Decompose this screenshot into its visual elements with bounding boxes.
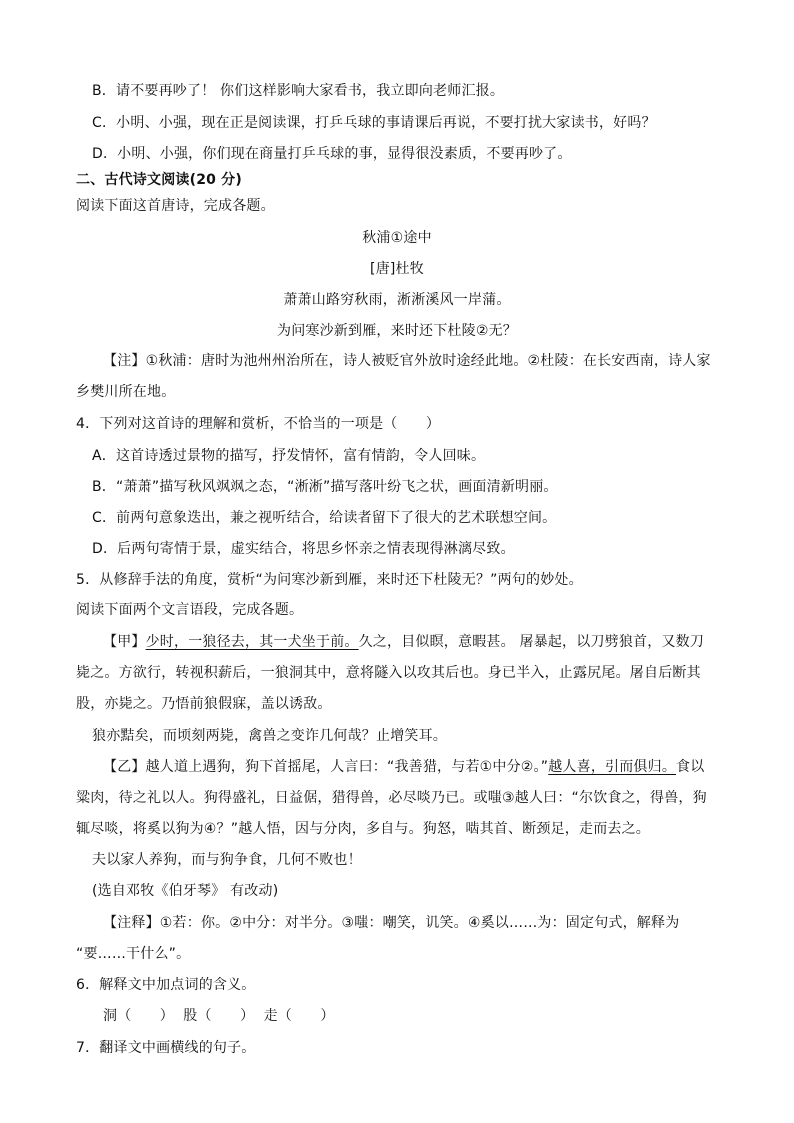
passage-jia-label: 【甲】 — [103, 634, 146, 650]
section-heading: 二、古代诗文阅读(20 分) — [76, 172, 242, 188]
passage-yi-line-2: 粱肉，待之礼以人。狗得盛礼，日益倨，猎得兽，必尽啖乃已。或嗤③越人曰：“尔饮食之，得兽，狗 — [76, 790, 707, 806]
q4-stem: 4．下列对这首诗的理解和赏析，不恰当的一项是（ ） — [76, 416, 441, 432]
q4-option-b: B．“萧萧”描写秋风飒飒之态，“淅淅”描写落叶纷飞之状，画面清新明丽。 — [92, 479, 558, 495]
q5-stem: 5．从修辞手法的角度，赏析“为问寒沙新到雁，来时还下杜陵无？”两句的妙处。 — [76, 572, 583, 588]
poem-line-1: 萧萧山路穷秋雨，淅淅溪风一岸蒲。 — [283, 292, 511, 308]
passage-yi-text-end: 食以 — [676, 759, 705, 775]
passage-jia-line-4: 狼亦黠矣，而顷刻两毙，禽兽之变诈几何哉？止增笑耳。 — [92, 728, 447, 744]
q3-option-c: C．小明、小强，现在正是阅读课，打乒乓球的事请课后再说，不要打扰大家读书，好吗？ — [92, 115, 656, 131]
q3-option-b: B．请不要再吵了！ 你们这样影响大家看书，我立即向老师汇报。 — [92, 83, 505, 99]
passage-jia-line-1 — [103, 632, 704, 652]
passage-source: (选自邓牧《伯牙琴》 有改动) — [92, 883, 279, 899]
underlined-sentence-yi: 越人喜，引而俱归。 — [548, 759, 677, 775]
q7-stem: 7．翻译文中画横线的句子。 — [76, 1040, 256, 1056]
underlined-sentence-jia: 少时，一狼径去，其一犬坐于前。 — [145, 634, 359, 650]
passage-jia-line-3: 股，亦毙之。乃悟前狼假寐，盖以诱敌。 — [76, 696, 332, 712]
q4-option-a: A．这首诗透过景物的描写，抒发情怀，富有情韵，令人回味。 — [92, 448, 486, 464]
passage-yi-line-4: 夫以家人养狗，而与狗争食，几何不败也！ — [92, 852, 362, 868]
classical-intro: 阅读下面两个文言语段，完成各题。 — [76, 602, 304, 618]
q6-stem: 6．解释文中加点词的含义。 — [76, 977, 256, 993]
passage-yi-line-1 — [103, 757, 704, 777]
poem-line-2: 为问寒沙新到雁，来时还下杜陵②无？ — [277, 323, 517, 339]
q4-option-d: D．后两句寄情于景，虚实结合，将思乡怀亲之情表现得淋漓尽致。 — [92, 541, 515, 557]
annotation-line-2: “要……干什么”。 — [76, 946, 191, 962]
poem-title: 秋浦①途中 — [362, 230, 432, 246]
q6-blanks: 洞（ ） 股（ ） 走（ ） — [103, 1008, 335, 1024]
passage-yi-text: 【乙】越人道上遇狗，狗下首摇尾，人言曰：“我善猎，与若①中分②。” — [103, 759, 549, 775]
annotation-line-1: 【注释】①若：你。②中分：对半分。③嗤：嘲笑，讥笑。④奚以……为：固定句式，解释为 — [103, 915, 680, 931]
passage-yi-line-3: 辄尽啖，将奚以狗为④？”越人悟，因与分肉，多自与。狗怒，啮其首、断颈足，走而去之。 — [76, 821, 651, 837]
q4-option-c: C．前两句意象迭出，兼之视听结合，给读者留下了很大的艺术联想空间。 — [92, 510, 557, 526]
poem-author: [唐]杜牧 — [370, 261, 424, 277]
passage-jia-line-2: 毙之。方欲行，转视积薪后，一狼洞其中，意将隧入以攻其后也。身已半入，止露尻尾。屠自后断其 — [76, 665, 701, 681]
poem-note-line-2: 乡樊川所在地。 — [76, 384, 176, 400]
poem-note-line-1: 【注】①秋浦：唐时为池州州治所在，诗人被贬官外放时途经此地。②杜陵：在长安西南，诗人家 — [103, 353, 711, 369]
passage-jia-text: 久之，目似瞑，意暇甚。 屠暴起，以刀劈狼首，又数刀 — [358, 634, 705, 650]
q3-option-d: D．小明、小强，你们现在商量打乒乓球的事，显得很没素质，不要再吵了。 — [92, 146, 572, 162]
section-intro: 阅读下面这首唐诗，完成各题。 — [76, 198, 275, 214]
